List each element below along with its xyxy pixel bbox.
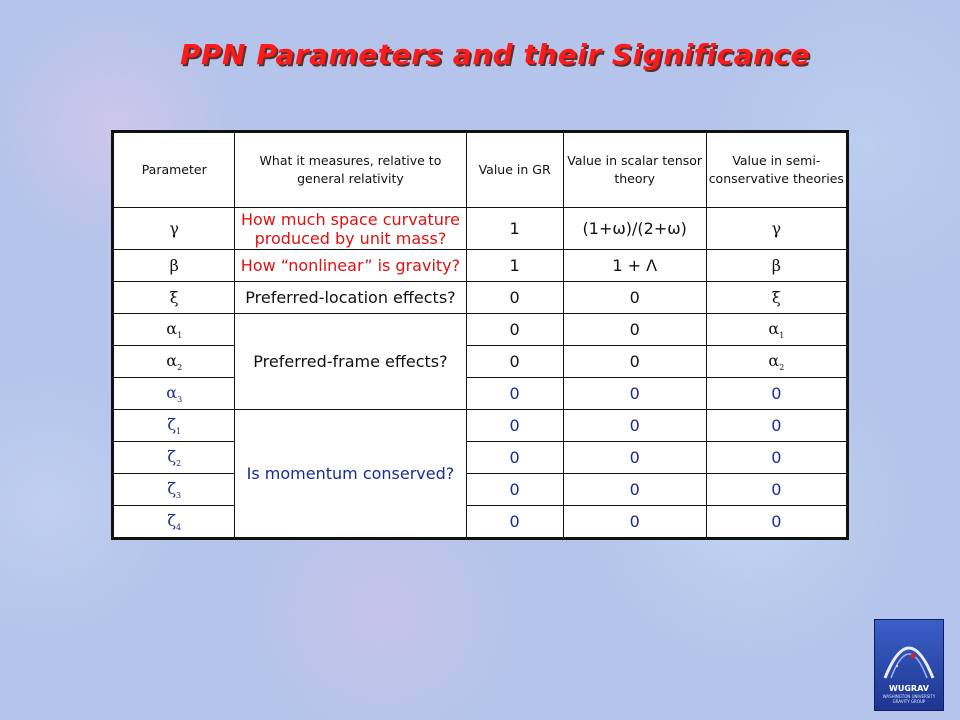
header-value-gr: Value in GR xyxy=(466,132,563,208)
semi-alpha3: 0 xyxy=(706,378,847,410)
semi-gamma: γ xyxy=(706,208,847,250)
semi-zeta4: 0 xyxy=(706,506,847,539)
table-row xyxy=(113,474,848,506)
gr-zeta2: 0 xyxy=(466,442,563,474)
st-alpha2: 0 xyxy=(563,346,706,378)
st-xi: 0 xyxy=(563,282,706,314)
semi-alpha1: $\alpha_1$ xyxy=(706,314,847,346)
gr-xi: 0 xyxy=(466,282,563,314)
table-row xyxy=(113,378,848,410)
semi-beta: β xyxy=(706,250,847,282)
st-zeta1: 0 xyxy=(563,410,706,442)
gr-zeta3: 0 xyxy=(466,474,563,506)
table-row xyxy=(113,208,848,250)
desc-beta: How “nonlinear” is gravity? xyxy=(235,250,466,282)
gr-alpha2: 0 xyxy=(466,346,563,378)
header-measures: What it measures, relative to general relativity xyxy=(235,132,466,208)
desc-xi: Preferred-location effects? xyxy=(235,282,466,314)
table-row xyxy=(113,346,848,378)
st-alpha3: 0 xyxy=(563,378,706,410)
param-beta: β xyxy=(113,250,235,282)
param-zeta2: $\zeta_2$ xyxy=(113,442,235,474)
desc-momentum: Is momentum conserved? xyxy=(235,410,466,539)
table-row xyxy=(113,282,848,314)
table-header-row xyxy=(113,132,848,208)
st-zeta3: 0 xyxy=(563,474,706,506)
param-xi: ξ xyxy=(113,282,235,314)
logo-name: WUGRAV xyxy=(889,684,929,693)
semi-zeta2: 0 xyxy=(706,442,847,474)
st-gamma: (1+ω)/(2+ω) xyxy=(563,208,706,250)
table-row xyxy=(113,506,848,539)
st-alpha1: 0 xyxy=(563,314,706,346)
semi-xi: ξ xyxy=(706,282,847,314)
st-beta: 1 + Λ xyxy=(563,250,706,282)
logo-subtitle: WASHINGTON UNIVERSITY GRAVITY GROUP xyxy=(882,694,936,704)
table-row xyxy=(113,410,848,442)
slide-title: PPN Parameters and their Significance xyxy=(179,38,811,71)
header-parameter: Parameter xyxy=(113,132,235,208)
semi-alpha2: $\alpha_2$ xyxy=(706,346,847,378)
gr-alpha3: 0 xyxy=(466,378,563,410)
param-zeta1: $\zeta_1$ xyxy=(113,410,235,442)
semi-zeta3: 0 xyxy=(706,474,847,506)
header-value-scalar-tensor: Value in scalar tensor theory xyxy=(563,132,706,208)
desc-preferred-frame: Preferred-frame effects? xyxy=(235,314,466,410)
table-row xyxy=(113,442,848,474)
param-zeta4: $\zeta_4$ xyxy=(113,506,235,539)
logo-arch-icon xyxy=(875,620,943,684)
param-alpha3: $\alpha_3$ xyxy=(113,378,235,410)
param-zeta3: $\zeta_3$ xyxy=(113,474,235,506)
table-row xyxy=(113,314,848,346)
gr-gamma: 1 xyxy=(466,208,563,250)
header-value-semi-conservative: Value in semi-conservative theories xyxy=(706,132,847,208)
param-alpha2: $\alpha_2$ xyxy=(113,346,235,378)
wugrav-logo xyxy=(874,619,944,711)
param-gamma: γ xyxy=(113,208,235,250)
gr-beta: 1 xyxy=(466,250,563,282)
ppn-table xyxy=(111,130,849,540)
desc-gamma: How much space curvature produced by unit mass? xyxy=(235,208,466,250)
gr-zeta4: 0 xyxy=(466,506,563,539)
table-row xyxy=(113,250,848,282)
semi-zeta1: 0 xyxy=(706,410,847,442)
gr-alpha1: 0 xyxy=(466,314,563,346)
param-alpha1: $\alpha_1$ xyxy=(113,314,235,346)
gr-zeta1: 0 xyxy=(466,410,563,442)
st-zeta4: 0 xyxy=(563,506,706,539)
st-zeta2: 0 xyxy=(563,442,706,474)
